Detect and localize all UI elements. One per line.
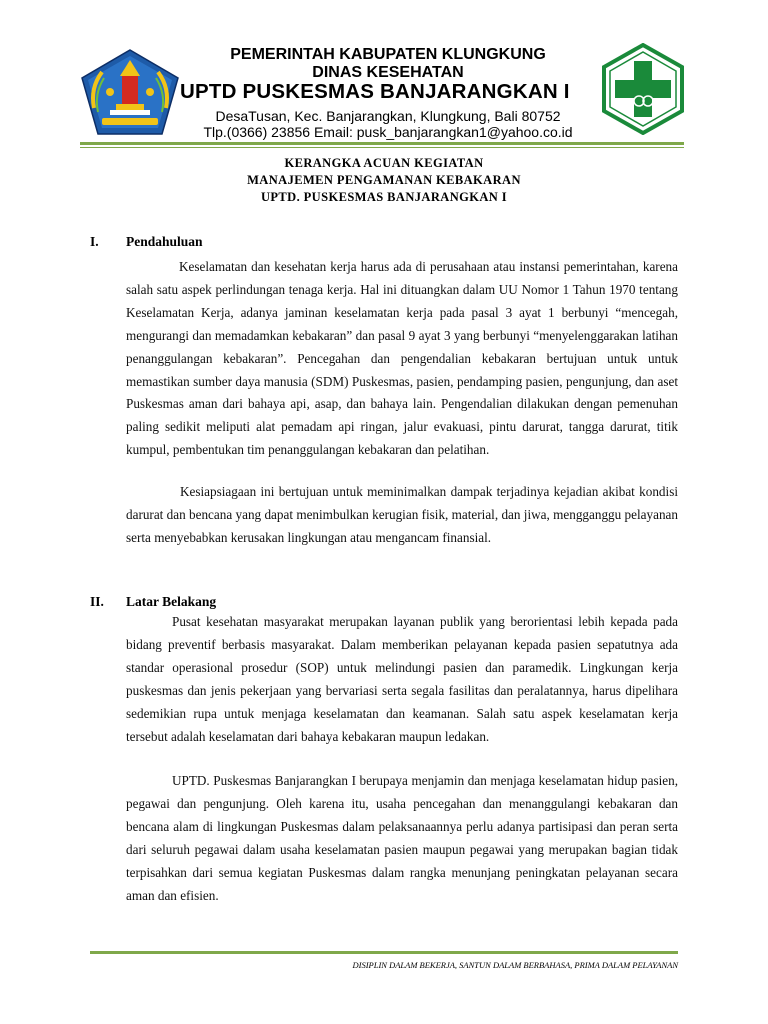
section-number: II. bbox=[90, 594, 104, 609]
letterhead-department: DINAS KESEHATAN bbox=[312, 64, 464, 81]
footer-motto: DISIPLIN DALAM BEKERJA, SANTUN DALAM BERBAHASA, PRIMA DALAM PELAYANAN bbox=[352, 960, 678, 970]
section-number: I. bbox=[90, 234, 99, 249]
paragraph: Pusat kesehatan masyarakat merupakan layanan publik yang berorientasi lebih kepada pada bidang preventif berbasis masyarakat. Dalam memberikan pelayanan kepada pasien sepatutnya ada standar operasional prosedur (SOP) untuk melindungi pasien dan paramedik. Lingkungan kerja puskesmas dan jenis pekerjaan yang bervariasi serta segala fasilitas dan peralatannya, harus dipelihara sedemikian rupa untuk menjaga keselamatan dan keamanan. Salah satu aspek keselamatan kerja tersebut adalah keselamatan dari bahaya kebakaran maupun ledakan. bbox=[126, 614, 678, 744]
document-title-line1: KERANGKA ACUAN KEGIATAN bbox=[284, 156, 484, 170]
paragraph: Keselamatan dan kesehatan kerja harus ada di perusahaan atau instansi pemerintahan, karena salah satu aspek perlindungan tenaga kerja. Hal ini dituangkan dalam UU Nomor 1 Tahun 1970 tentang Keselamatan Kerja, adanya jaminan keselamatan kerja pada pasal 3 ayat 1 berbunyi “mencegah, mengurangi dan memadamkan kebakaran” dan pasal 9 ayat 3 yang berbunyi “menyelenggarakan latihan penanggulangan kebakaran”. Pencegahan dan pengendalian kebakaran bertujuan untuk untuk memastikan sumber daya manusia (SDM) Puskesmas, pasien, pendamping pasien, pengunjung, dan aset Puskesmas aman dari bahaya api, asap, dan bahaya lain. Pengendalian dilakukan dengan pemenuhan paling sedikit meliputi alat pemadam api ringan, jalur evakuasi, pintu darurat, tangga darurat, titik kumpul, pembentukan tim penanggulangan kebakaran dan pelatihan. bbox=[126, 259, 678, 458]
document-title-line2: MANAJEMEN PENGAMANAN KEBAKARAN bbox=[247, 173, 521, 187]
letterhead-address: DesaTusan, Kec. Banjarangkan, Klungkung, Bali 80752 bbox=[215, 108, 561, 124]
paragraph: UPTD. Puskesmas Banjarangkan I berupaya menjamin dan menjaga keselamatan hidup pasien, pegawai dan pengunjung. Oleh karena itu, usaha pencegahan dan menanggulangi kebakaran dan bencana alam di lingkungan Puskesmas dalam pelaksanaannya perlu adanya partisipasi dan peran serta dari seluruh pegawai dalam usaha keselamatan pasien maupun pegawai yang merupakan bagian tidak terpisahkan dari semua kegiatan Puskesmas dalam rangka menunjang peningkatan pelayanan secara aman dan efisien. bbox=[126, 773, 678, 903]
paragraph: Kesiapsiagaan ini bertujuan untuk meminimalkan dampak terjadinya kejadian akibat kondisi darurat dan bencana yang dapat menimbulkan kerugian fisik, material, dan jiwa, mengganggu pelayanan serta menyebabkan kerusakan lingkungan atau mengancam finansial. bbox=[126, 484, 678, 545]
letterhead-divider-thin bbox=[80, 147, 684, 148]
puskesmas-cross-icon bbox=[597, 43, 689, 135]
letterhead-divider bbox=[80, 142, 684, 145]
footer-divider bbox=[90, 951, 678, 954]
section-heading: Pendahuluan bbox=[126, 234, 203, 249]
document-title-line3: UPTD. PUSKESMAS BANJARANGKAN I bbox=[260, 190, 508, 204]
letterhead-institution: UPTD PUSKESMAS BANJARANGKAN I bbox=[180, 80, 570, 103]
section-heading: Latar Belakang bbox=[126, 594, 217, 609]
letterhead-contact: Tlp.(0366) 23856 Email: pusk_banjarangkan1@yahoo.co.id bbox=[203, 124, 573, 140]
letterhead-government: PEMERINTAH KABUPATEN KLUNGKUNG bbox=[230, 46, 546, 63]
klungkung-emblem-icon bbox=[80, 48, 180, 136]
